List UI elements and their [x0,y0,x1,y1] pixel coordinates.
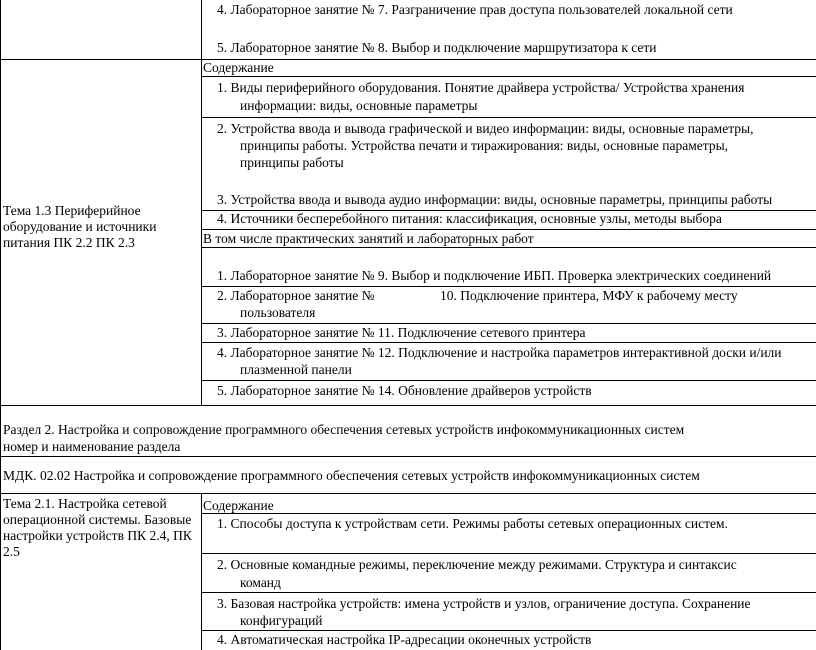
topic13-lab-2-title: 10. Подключение принтера, МФУ к рабочему месту [440,288,738,303]
topic13-lab-3: 3. Лабораторное занятие № 11. Подключение сетевого принтера [217,325,586,340]
topic21-item-2: 2. Основные командные режимы, переключение между режимами. Структура и синтаксис [217,557,737,572]
topic21-item-1: 1. Способы доступа к устройствам сети. Режимы работы сетевых операционных систем. [217,516,728,531]
cell-line [201,513,816,514]
column-divider-top [201,0,202,405]
cell-line [201,380,816,381]
topic13-item-2: 2. Устройства ввода и вывода графической и видео информации: виды, основные параметры, [217,121,754,136]
cell-line [201,592,816,593]
mdk-title: МДК. 02.02 Настройка и сопровождение программного обеспечения сетевых устройств инфокоммуникационных систем [3,468,700,483]
row-line [0,456,816,457]
topic13-title: Тема 1.3 Периферийное оборудование и источники питания ПК 2.2 ПК 2.3 [3,203,157,250]
topic13-lab-2: 2. Лабораторное занятие № [217,288,375,303]
topic13-lab-5: 5. Лабораторное занятие № 14. Обновление драйверов устройств [217,383,592,398]
topic13-content-header: Содержание [203,60,274,75]
row-line [0,59,816,60]
topic13-item-3: 3. Устройства ввода и вывода аудио информации: виды, основные параметры, принципы работы [217,192,773,207]
table-left-border [0,0,1,650]
cell-line [201,247,816,248]
topic13-lab-2-cont: пользователя [240,305,316,320]
cell-line [201,630,816,631]
lab7-text: 4. Лабораторное занятие № 7. Разграничение прав доступа пользователей локальной сети [217,2,733,17]
topic13-item-1: 1. Виды периферийного оборудования. Понятие драйвера устройства/ Устройства хранения [217,80,745,95]
topic21-item-2-cont: команд [240,575,281,590]
topic13-item-1-cont: информации: виды, основные параметры [240,98,478,113]
cell-line [201,553,816,554]
topic13-item-2-cont2: принципы работы [240,155,344,170]
topic21-item-4: 4. Автоматическая настройка IP-адресации оконечных устройств [217,632,592,647]
topic21-item-3: 3. Базовая настройка устройств: имена устройств и узлов, ограничение доступа. Сохранение [217,596,751,611]
cell-line [201,342,816,343]
topic13-item-2-cont: принципы работы. Устройства печати и тиражирования: виды, основные параметры, [240,138,729,153]
row-line [0,493,816,494]
cell-line [201,76,816,77]
row-line [0,405,816,406]
section2-title: Раздел 2. Настройка и сопровождение программного обеспечения сетевых устройств инфокоммуникационных систем [3,422,685,437]
lab8-text: 5. Лабораторное занятие № 8. Выбор и подключение маршрутизатора к сети [217,40,657,55]
cell-line [201,117,816,118]
topic13-lab-4: 4. Лабораторное занятие № 12. Подключение и настройка параметров интерактивной доски и/или [217,345,782,360]
column-divider-bottom [201,493,202,650]
cell-line [201,286,816,287]
cell-line [201,229,816,230]
topic13-item-4: 4. Источники бесперебойного питания: классификация, основные узлы, методы выбора [217,211,722,226]
topic13-practical-header: В том числе практических занятий и лабораторных работ [203,231,534,246]
topic21-item-3-cont: конфигураций [240,613,323,628]
topic21-title: Тема 2.1. Настройка сетевой операционной системы. Базовые настройки устройств ПК 2.4, ПК 2.5 [3,496,192,559]
cell-line [201,323,816,324]
section2-subtitle: номер и наименование раздела [3,439,181,454]
topic21-content-header: Содержание [203,498,274,513]
topic13-lab-1: 1. Лабораторное занятие № 9. Выбор и подключение ИБП. Проверка электрических соединений [217,268,772,283]
topic13-lab-4-cont: плазменной панели [240,362,352,377]
